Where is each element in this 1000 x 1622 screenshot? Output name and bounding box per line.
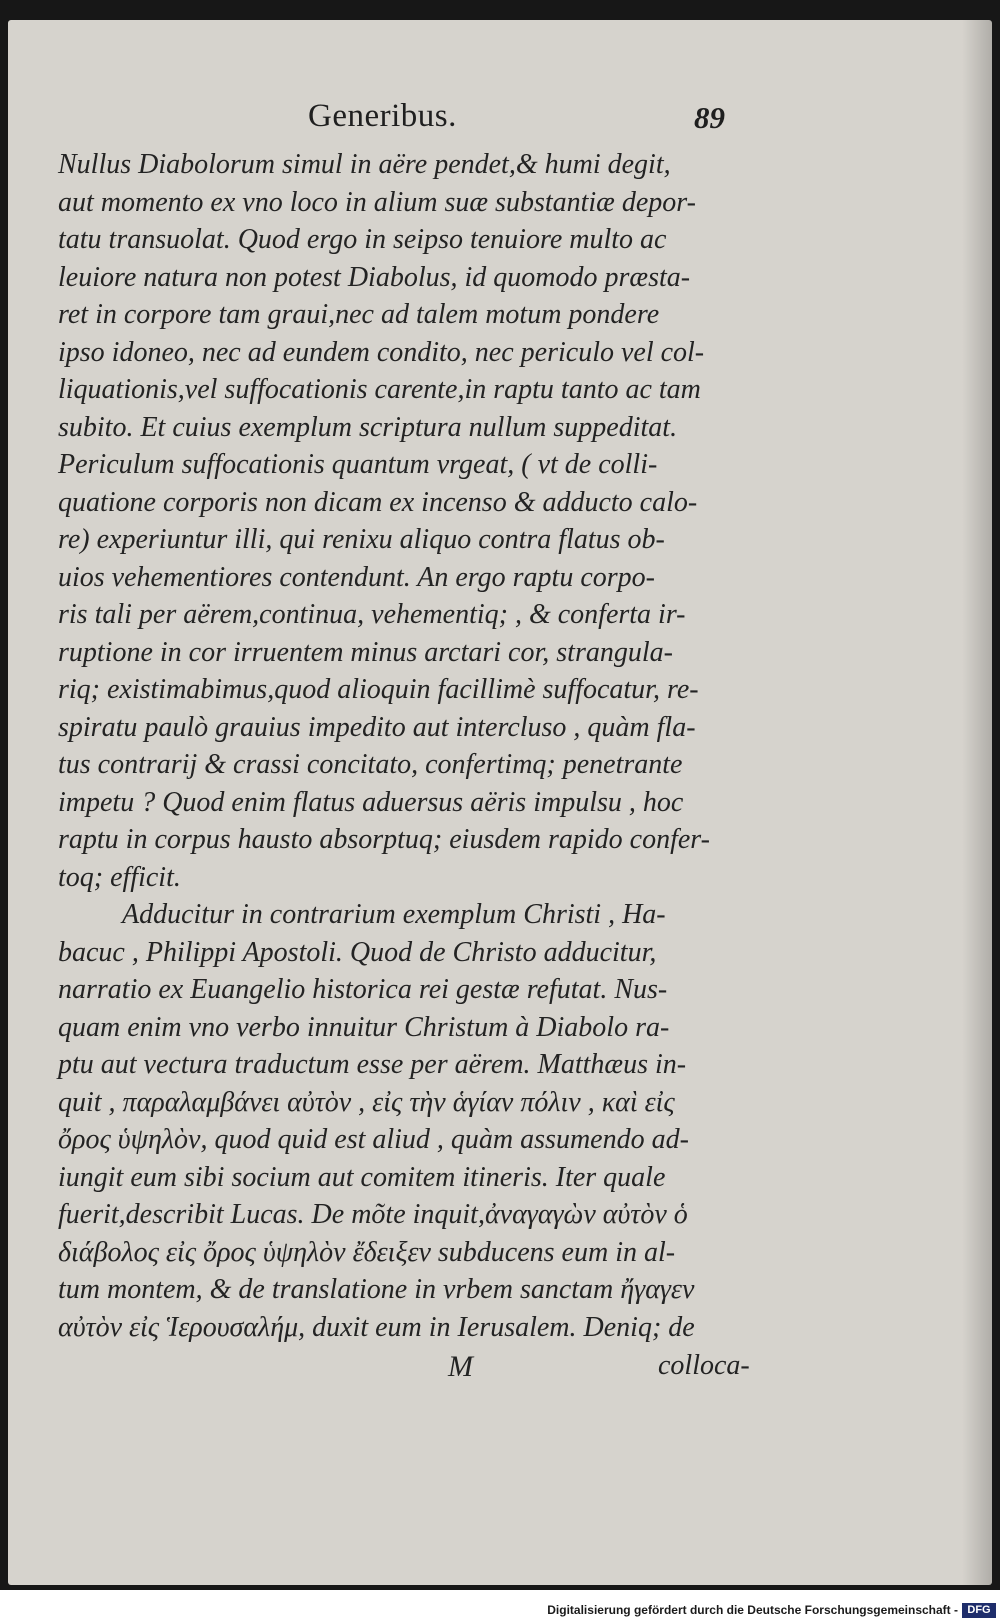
- text-line: iungit eum sibi socium aut comitem itineris. Iter quale: [58, 1161, 666, 1193]
- page-footer: [8, 1350, 992, 1400]
- text-line: αὐτὸν εἰς Ἱερουσαλήμ, duxit eum in Ierusalem. Deniq; de: [58, 1311, 695, 1343]
- text-line: Adducitur in contrarium exemplum Christi , Ha-: [122, 899, 666, 930]
- running-head: Generibus.: [308, 98, 457, 134]
- text-line: διάβολος εἰς ὄρος ὑψηλὸν ἔδειξεν subducens eum in al-: [58, 1236, 676, 1268]
- text-line: ris tali per aërem,continua, vehementiq; , & conferta ir-: [58, 599, 686, 630]
- text-line: raptu in corpus hausto absorptuq; eiusdem rapido confer-: [58, 824, 710, 855]
- text-line: subito. Et cuius exemplum scriptura nullum suppeditat.: [58, 411, 678, 443]
- book-page: [8, 20, 992, 1585]
- text-line: tus contrarij & crassi concitato, confertimq; penetrante: [58, 749, 683, 780]
- text-line: Periculum suffocationis quantum vrgeat, ( vt de colli-: [58, 449, 658, 480]
- text-line: bacuc , Philippi Apostoli. Quod de Christo adducitur,: [58, 936, 657, 968]
- paragraph-1: [58, 146, 758, 896]
- text-line: uios vehementiores contendunt. An ergo raptu corpo-: [58, 561, 655, 593]
- text-line: tatu transuolat. Quod ergo in seipso tenuiore multo ac: [58, 224, 667, 255]
- catchword: colloca-: [658, 1350, 750, 1381]
- fold-shadow: [962, 20, 992, 1585]
- page-number: 89: [694, 100, 725, 135]
- text-line: quatione corporis non dicam ex incenso & adducto calo-: [58, 486, 698, 518]
- body-text: [58, 146, 758, 1346]
- text-line: riq; existimabimus,quod alioquin facillimè suffocatur, re-: [58, 674, 699, 705]
- signature-mark: M: [448, 1350, 473, 1383]
- digitization-credit: Digitalisierung gefördert durch die Deutsche Forschungsgemeinschaft -: [547, 1603, 958, 1617]
- text-line: quam enim vno verbo innuitur Christum à Diabolo ra-: [58, 1011, 670, 1043]
- text-line: fuerit,describit Lucas. De mõte inquit,ἀναγαγὼν αὐτὸν ὁ: [58, 1199, 688, 1230]
- text-line: ret in corpore tam graui,nec ad talem motum pondere: [58, 299, 660, 330]
- text-line: ptu aut vectura traductum esse per aërem. Matthæus in-: [58, 1049, 687, 1080]
- text-line: ruptione in cor irruentem minus arctari cor, strangula-: [58, 636, 673, 668]
- text-line: leuiore natura non potest Diabolus, id quomodo præsta-: [58, 261, 691, 293]
- text-line: tum montem, & de translatione in vrbem sanctam ἤγαγεν: [58, 1274, 695, 1305]
- text-line: aut momento ex vno loco in alium suæ substantiæ depor-: [58, 186, 696, 218]
- text-line: toq; efficit.: [58, 861, 181, 893]
- paragraph-2: [58, 896, 758, 1346]
- text-line: ipso idoneo, nec ad eundem condito, nec periculo vel col-: [58, 336, 705, 368]
- text-line: ὄρος ὑψηλὸν, quod quid est aliud , quàm assumendo ad-: [58, 1124, 689, 1155]
- text-line: quit , παραλαμβάνει αὐτὸν , εἰς τὴν ἁγίαν πόλιν , καὶ εἰς: [58, 1086, 675, 1118]
- dfg-logo: DFG: [962, 1603, 996, 1618]
- text-line: liquationis,vel suffocationis carente,in raptu tanto ac tam: [58, 374, 701, 405]
- text-line: impetu ? Quod enim flatus aduersus aëris impulsu , hoc: [58, 786, 684, 818]
- text-line: Nullus Diabolorum simul in aëre pendet,& humi degit,: [58, 149, 671, 180]
- text-line: re) experiuntur illi, qui renixu aliquo contra flatus ob-: [58, 524, 665, 555]
- text-line: spiratu paulò grauius impedito aut intercluso , quàm fla-: [58, 711, 696, 743]
- text-line: narratio ex Euangelio historica rei gestæ refutat. Nus-: [58, 974, 668, 1005]
